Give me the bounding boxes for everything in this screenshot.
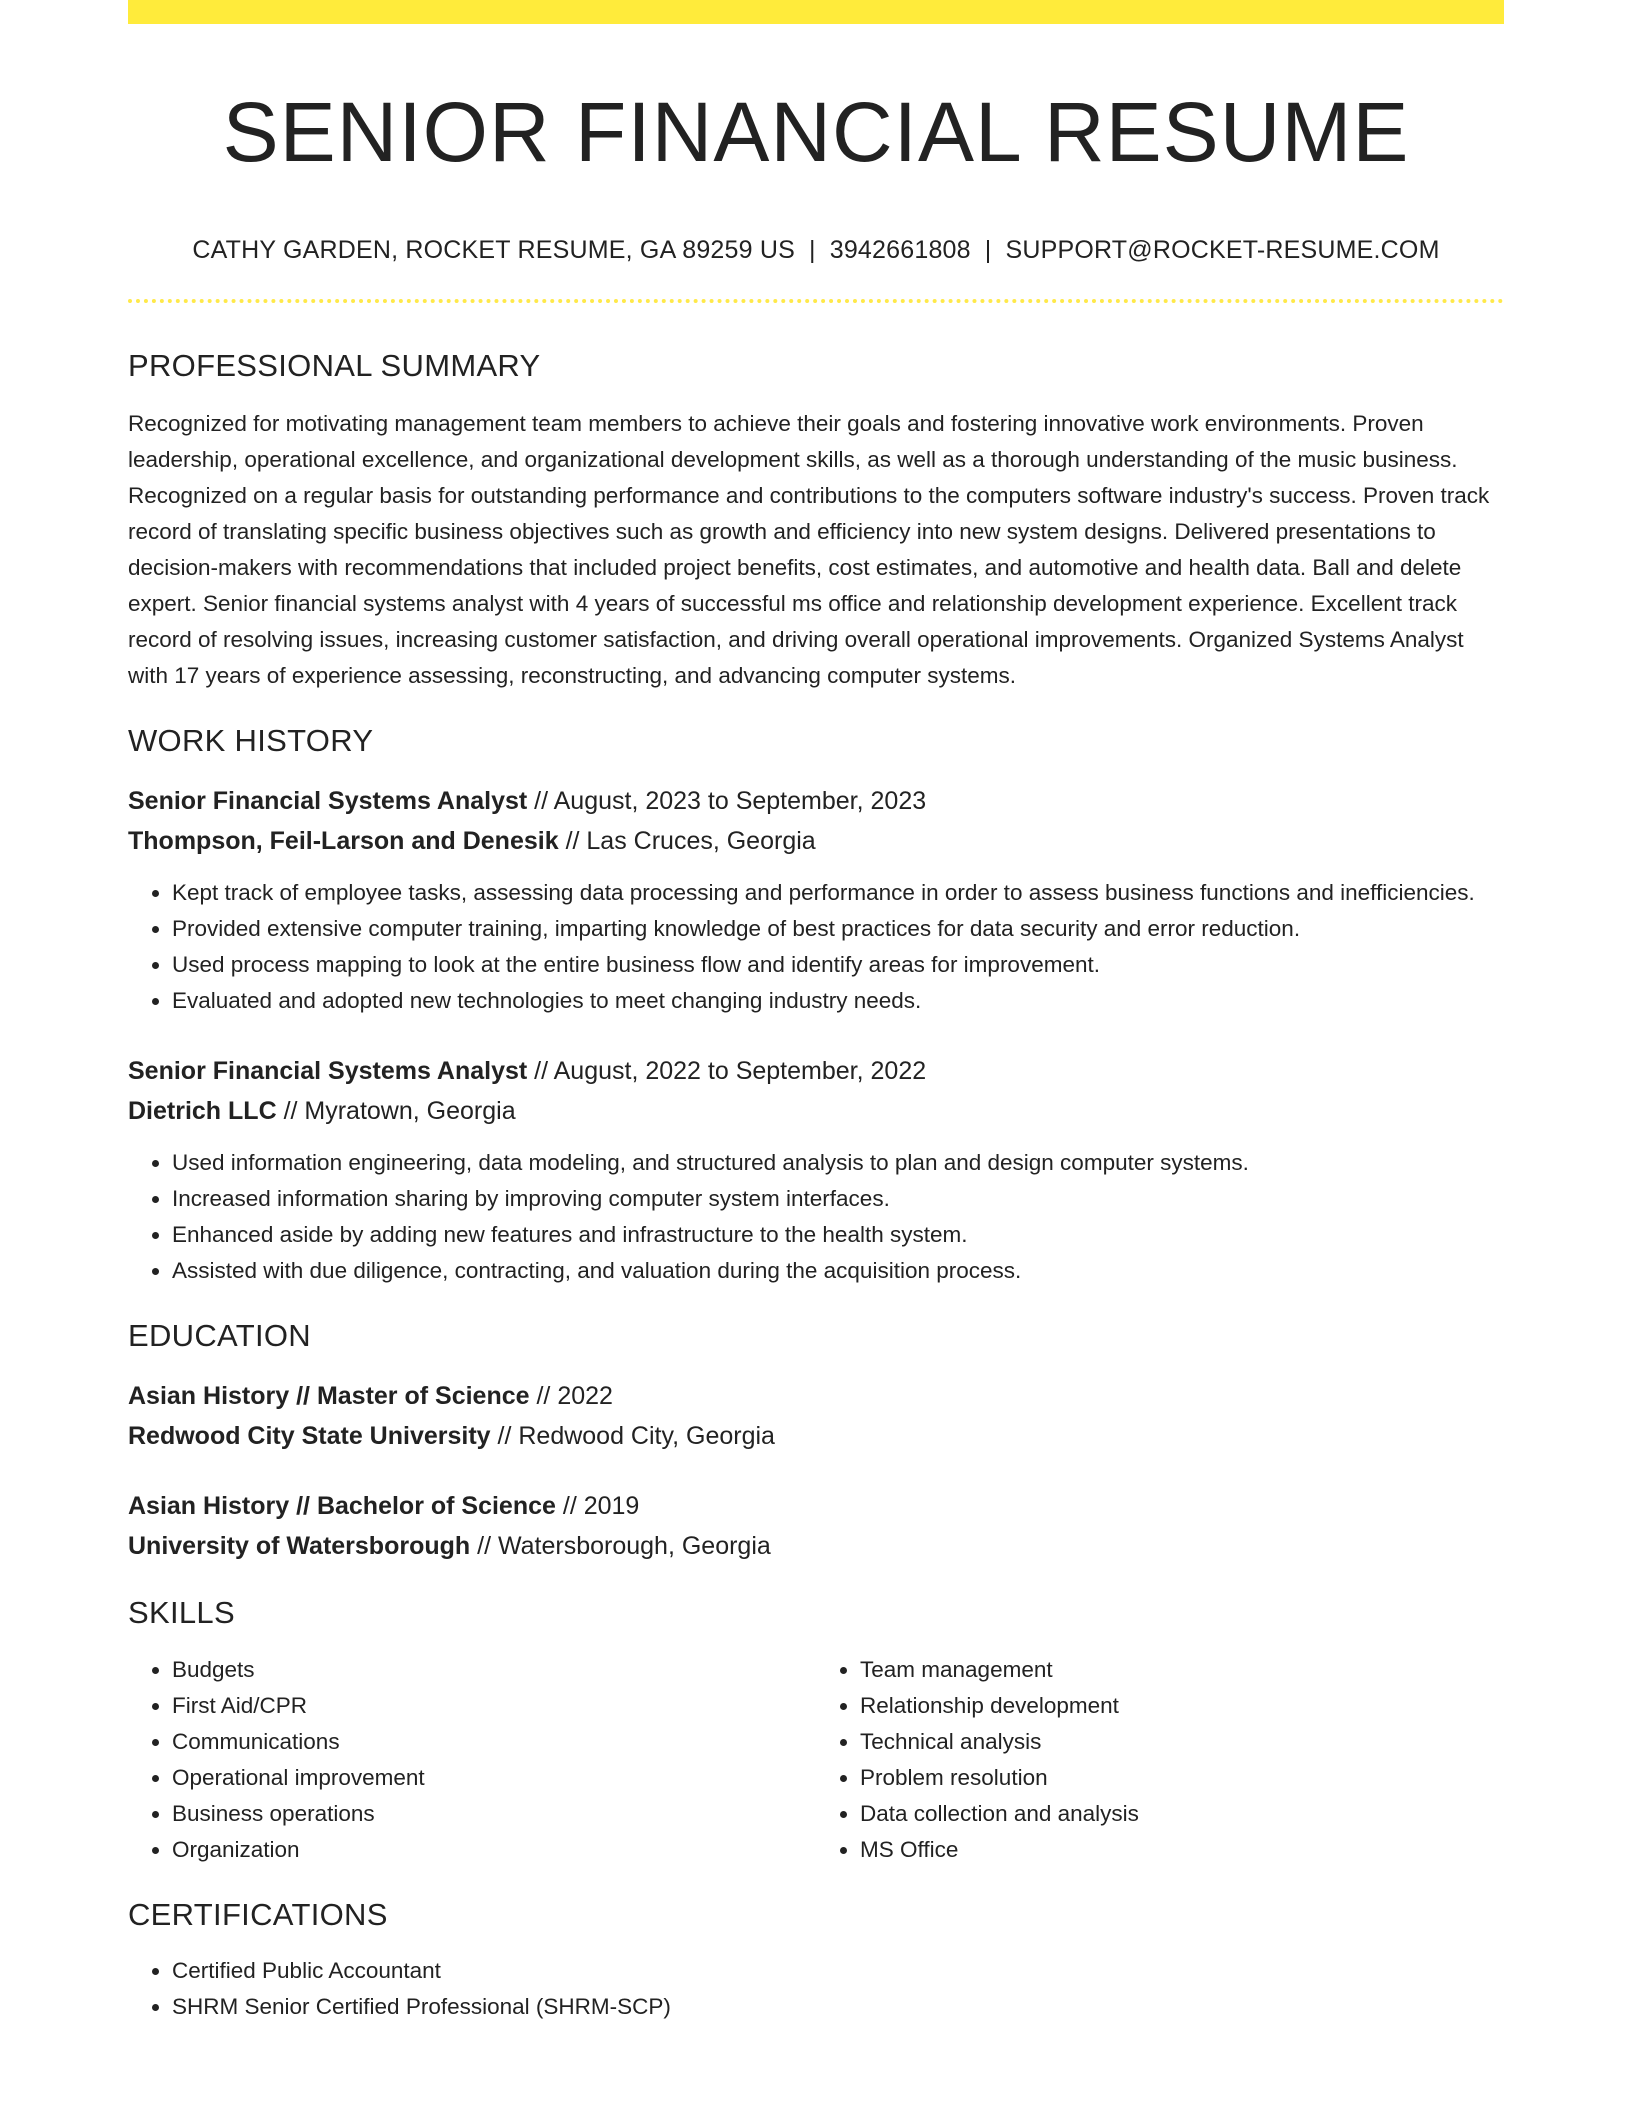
job-company: Thompson, Feil-Larson and Denesik xyxy=(128,827,559,856)
job-entry xyxy=(128,1051,1504,1289)
job-title-line xyxy=(128,781,1504,821)
job-bullet: • Kept track of employee tasks, assessing data processing and performance in order to assess business functions and inefficiencies. xyxy=(172,875,1504,911)
skill-item: • Communications xyxy=(172,1724,816,1760)
education-location: // Redwood City, Georgia xyxy=(490,1422,775,1451)
education-degree-line xyxy=(128,1376,1504,1416)
contact-address: CATHY GARDEN, ROCKET RESUME, GA 89259 US xyxy=(192,235,796,264)
education-school-line xyxy=(128,1526,1504,1566)
skills-heading: SKILLS xyxy=(128,1595,235,1631)
job-dates: // August, 2023 to September, 2023 xyxy=(527,787,927,816)
work-history-heading: WORK HISTORY xyxy=(128,722,374,758)
contact-separator: | xyxy=(984,235,992,264)
accent-top-bar xyxy=(128,0,1504,24)
skill-item: • Organization xyxy=(172,1832,816,1868)
resume-title: SENIOR FINANCIAL RESUME xyxy=(222,85,1410,179)
job-company-line xyxy=(128,1091,1504,1131)
job-dates: // August, 2022 to September, 2022 xyxy=(527,1057,927,1086)
skill-item: • Relationship development xyxy=(860,1688,1504,1724)
job-bullet: • Increased information sharing by improving computer system interfaces. xyxy=(172,1181,1504,1217)
skill-item: • Problem resolution xyxy=(860,1760,1504,1796)
education-entry xyxy=(128,1376,1504,1456)
certification-item: • Certified Public Accountant xyxy=(172,1953,1504,1989)
job-company: Dietrich LLC xyxy=(128,1097,277,1126)
education-heading: EDUCATION xyxy=(128,1318,311,1354)
skill-item: • Team management xyxy=(860,1652,1504,1688)
job-company-line xyxy=(128,821,1504,861)
summary-heading: PROFESSIONAL SUMMARY xyxy=(128,347,541,383)
education-school-line xyxy=(128,1416,1504,1456)
certifications-list xyxy=(128,1953,1504,2025)
education-location: // Watersborough, Georgia xyxy=(470,1532,771,1561)
skill-item: • Budgets xyxy=(172,1652,816,1688)
skill-item: • Technical analysis xyxy=(860,1724,1504,1760)
contact-phone: 3942661808 xyxy=(829,235,971,264)
education-school: University of Watersborough xyxy=(128,1532,471,1561)
contact-line xyxy=(128,235,1504,265)
job-bullet: • Assisted with due diligence, contracting, and valuation during the acquisition process. xyxy=(172,1253,1504,1289)
job-bullet: • Evaluated and adopted new technologies to meet changing industry needs. xyxy=(172,983,1504,1019)
skills-list-right xyxy=(816,1652,1504,1868)
skill-item: • First Aid/CPR xyxy=(172,1688,816,1724)
job-bullet: • Provided extensive computer training, imparting knowledge of best practices for data security and error reduction. xyxy=(172,911,1504,947)
education-year: // 2022 xyxy=(529,1382,613,1411)
skill-item: • Operational improvement xyxy=(172,1760,816,1796)
skills-list-left xyxy=(128,1652,816,1868)
contact-email: SUPPORT@ROCKET-RESUME.COM xyxy=(1005,235,1440,264)
job-location: // Myratown, Georgia xyxy=(276,1097,516,1126)
education-degree: Asian History // Bachelor of Science xyxy=(128,1492,556,1521)
education-school: Redwood City State University xyxy=(128,1422,491,1451)
certifications-heading: CERTIFICATIONS xyxy=(128,1896,388,1932)
skill-item: • Business operations xyxy=(172,1796,816,1832)
dotted-divider xyxy=(128,299,1504,303)
education-year: // 2019 xyxy=(555,1492,640,1521)
job-bullet: • Used information engineering, data modeling, and structured analysis to plan and design computer systems. xyxy=(172,1145,1504,1181)
job-location: // Las Cruces, Georgia xyxy=(558,827,816,856)
job-bullet: • Enhanced aside by adding new features and infrastructure to the health system. xyxy=(172,1217,1504,1253)
job-entry xyxy=(128,781,1504,1019)
education-degree: Asian History // Master of Science xyxy=(128,1382,530,1411)
job-title: Senior Financial Systems Analyst xyxy=(128,1057,528,1086)
skills-columns xyxy=(128,1652,1504,1868)
job-bullets xyxy=(128,1145,1504,1289)
certification-item: • SHRM Senior Certified Professional (SHRM-SCP) xyxy=(172,1989,1504,2025)
contact-separator: | xyxy=(809,235,816,264)
skill-item: • MS Office xyxy=(860,1832,1504,1868)
education-degree-line xyxy=(128,1486,1504,1526)
job-bullet: • Used process mapping to look at the entire business flow and identify areas for improvement. xyxy=(172,947,1504,983)
job-title-line xyxy=(128,1051,1504,1091)
skill-item: • Data collection and analysis xyxy=(860,1796,1504,1832)
job-title: Senior Financial Systems Analyst xyxy=(128,787,528,816)
resume-page xyxy=(128,0,1504,2025)
job-bullets xyxy=(128,875,1504,1019)
education-entry xyxy=(128,1486,1504,1566)
summary-text: Recognized for motivating management team members to achieve their goals and fostering innovative work environments. Proven leadership, operational excellence, and organizational development skills, as well as a thorough understanding of the music business. Recognized on a regular basis for outstanding performance and contributions to the computers software industry's success. Proven track record of translating specific business objectives such as growth and efficiency into new system designs. Delivered presentations to decision-makers with recommendations that included project benefits, cost estimates, and automotive and health data. Ball and delete expert. Senior financial systems analyst with 4 years of successful ms office and relationship development experience. Excellent track record of resolving issues, increasing customer satisfaction, and driving overall operational improvements. Organized Systems Analyst with 17 years of experience assessing, reconstructing, and advancing computer systems. xyxy=(128,410,1490,688)
